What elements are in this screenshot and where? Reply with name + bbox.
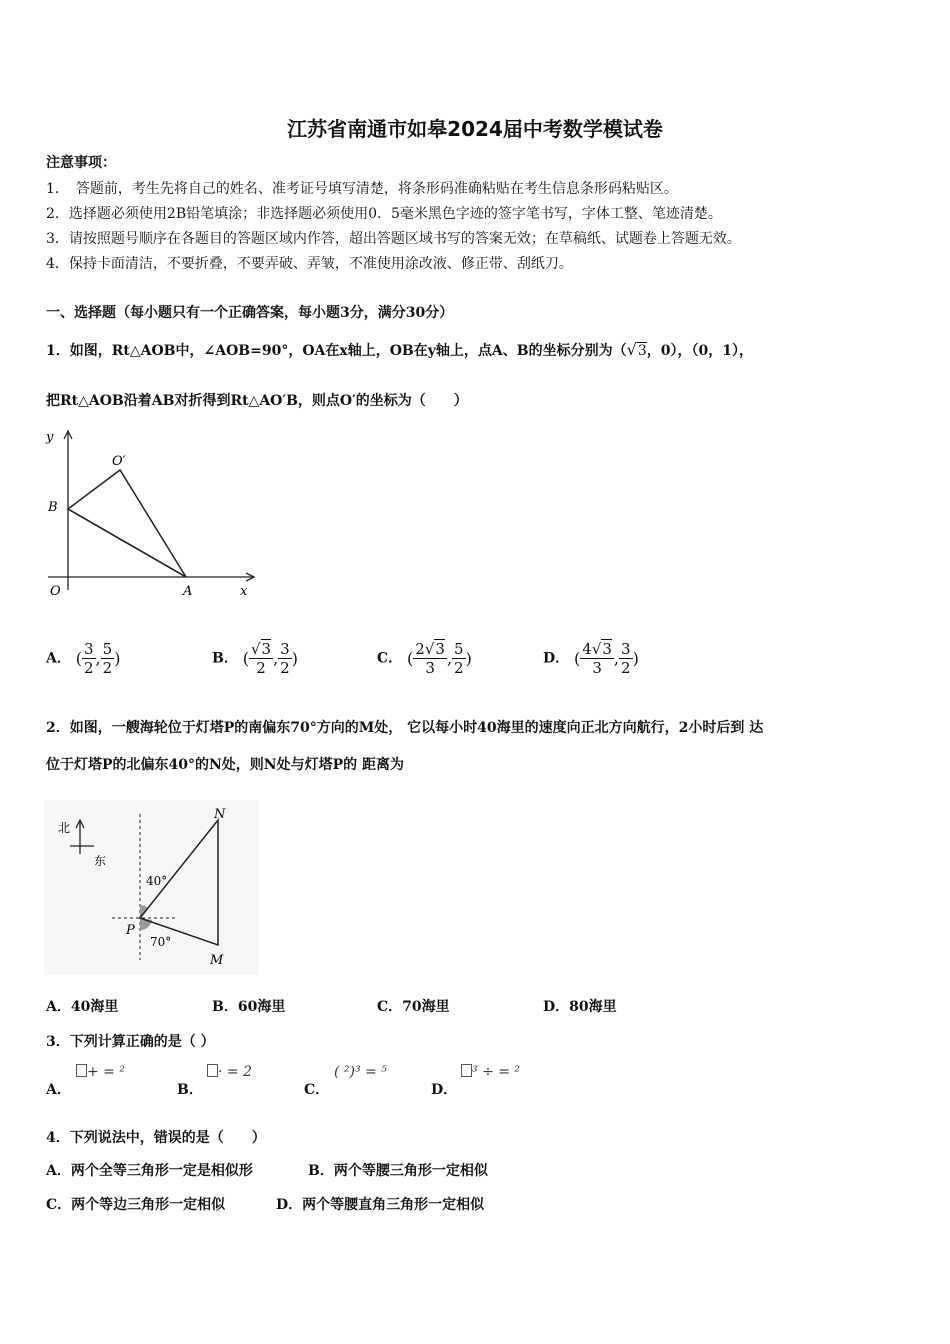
q3-option-c-label[interactable]: C． [304,1082,330,1098]
y-axis-label: y [46,430,54,445]
q4-option-b[interactable]: B．两个等腰三角形一定相似 [308,1163,488,1179]
angle-70-label: 70° [150,935,172,949]
q1-option-d[interactable]: D． ( $\frac{4√3}{3}$ , $\frac{3}{2}$ ) [543,640,639,677]
page-title: 江苏省南通市如皋2024届中考数学模试卷 [287,117,663,141]
point-n-label: N [214,807,226,822]
question-3-stem: 3．下列计算正确的是（ ） [46,1034,215,1050]
notice-item: 2．选择题必须使用2B铅笔填涂；非选择题必须使用0．5毫米黑色字迹的签字笔书写，字体工整、笔迹清楚。 [46,206,722,222]
q4-option-c[interactable]: C．两个等边三角形一定相似 [46,1197,226,1213]
point-p-label: P [126,923,135,938]
x-axis-label: x [240,584,248,599]
question-2-stem: 2．如图，一艘海轮位于灯塔P的南偏东70°方向的M处， 它以每小时40海里的速度向正北方向航行，2小时后到 达 [46,720,764,736]
point-o-label: O [50,584,61,599]
q2-option-d[interactable]: D．80海里 [543,999,617,1015]
q3-option-a-label[interactable]: A． [46,1082,71,1098]
point-m-label: M [210,953,224,968]
question-1-stem: 1．如图，Rt△AOB中，∠AOB=90°，OA在x轴上，OB在y轴上，点A、B的坐标分别为（√3，0），（0，1）， [46,340,753,359]
north-label: 北 [58,821,71,835]
notice-item: 4．保持卡面清洁，不要折叠，不要弄破、弄皱，不准使用涂改液、修正带、刮纸刀。 [46,256,573,272]
q2-option-c[interactable]: C．70海里 [377,999,450,1015]
question-1-stem-line2: 把Rt△AOB沿着AB对折得到Rt△AO′B，则点O′的坐标为（ ） [46,393,468,409]
notice-heading: 注意事项： [46,155,116,171]
question-4-stem: 4．下列说法中，错误的是（ ） [46,1130,266,1146]
q2-option-a[interactable]: A．40海里 [46,999,119,1015]
section-heading: 一、选择题（每小题只有一个正确答案，每小题3分，满分30分） [46,305,454,321]
point-o-prime-label: O′ [112,454,126,469]
q1-option-b[interactable]: B． ( $\frac{√3}{2}$ , $\frac{3}{2}$ ) [212,640,298,677]
q3-option-a-expr: + = ² [76,1064,125,1080]
question-2-stem-line2: 位于灯塔P的北偏东40°的N处，则N处与灯塔P的 距离为 [46,757,405,773]
angle-40-label: 40° [146,874,168,888]
point-b-label: B [48,500,58,515]
q4-option-a[interactable]: A．两个全等三角形一定是相似形 [46,1163,253,1179]
notice-item: 3．请按照题号顺序在各题目的答题区域内作答，超出答题区域书写的答案无效；在草稿纸、试题卷上答题无效。 [46,231,741,247]
q4-option-d[interactable]: D．两个等腰直角三角形一定相似 [276,1197,485,1213]
point-a-label: A [183,584,193,599]
east-label: 东 [94,854,107,868]
q3-option-c-expr: ( ²)³ = ⁵ [334,1064,387,1080]
question-2-figure [44,800,259,975]
q3-option-d-expr: ³ ÷ = ² [461,1064,520,1080]
q2-option-b[interactable]: B．60海里 [212,999,286,1015]
q3-option-d-label[interactable]: D． [431,1082,458,1098]
q1-option-c[interactable]: C． ( $\frac{2√3}{3}$ , $\frac{5}{2}$ ) [377,640,472,677]
q3-option-b-expr: · = 2 [207,1064,252,1080]
q3-option-b-label[interactable]: B． [177,1082,203,1098]
q1-option-a[interactable]: A． ( $\frac{3}{2}$ , $\frac{5}{2}$ ) [46,640,121,677]
question-1-figure [40,425,260,605]
notice-item: 1． 答题前，考生先将自己的姓名、准考证号填写清楚，将条形码准确粘贴在考生信息条形码粘贴区。 [46,181,678,197]
